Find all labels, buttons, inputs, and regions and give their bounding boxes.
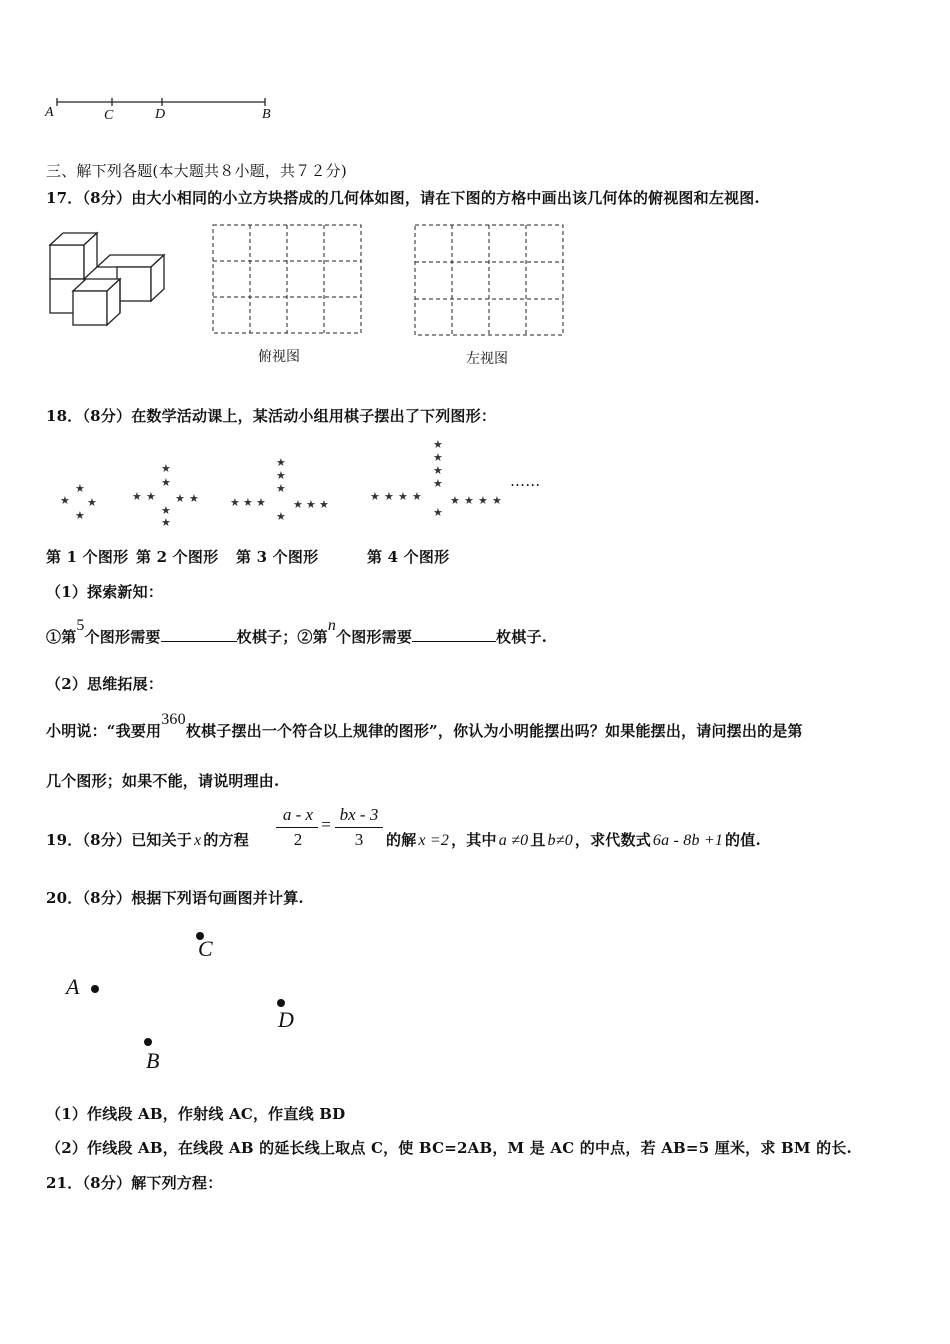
q20-part2: （2）作线段 AB，在线段 AB 的延长线上取点 C，使 BC=2AB，M 是 AC 的中点，若 AB=5 厘米，求 BM 的长. (46, 1139, 852, 1157)
star-icon: ★ (175, 492, 185, 505)
star-icon: ★ (189, 492, 199, 505)
star-icon: ★ (370, 490, 380, 503)
star-icon: ★ (478, 494, 488, 507)
q18-part2-title: （2）思维拓展： (46, 675, 164, 693)
num-5: 5 (76, 617, 85, 634)
q19-line-rest: 的解 x =2 ，其中 a ≠0 且 b≠0 ，求代数式 6a - 8b +1 的值. (386, 831, 761, 849)
star-icon: ★ (161, 476, 171, 489)
section-title: 三、解下列各题(本大题共８小题，共７２分) (46, 162, 347, 180)
q21-text: 21．（8分）解下列方程： (46, 1174, 223, 1192)
segment-label-b: B (262, 107, 271, 122)
star-icon: ★ (276, 482, 286, 495)
star-icon: ★ (319, 498, 329, 511)
star-icon: ★ (87, 496, 97, 509)
star-icon: ★ (433, 438, 443, 451)
q20-part1: （1）作线段 AB，作射线 AC，作直线 BD (46, 1105, 346, 1123)
star-icon: ★ (230, 496, 240, 509)
star-icon: ★ (433, 477, 443, 490)
answer-blank-2[interactable] (412, 627, 496, 642)
star-icon: ★ (433, 506, 443, 519)
fraction-1-numerator: a - x (282, 805, 314, 824)
chess-patterns (50, 435, 530, 529)
q18-part1-line: ①第5个图形需要 枚棋子；②第n个图形需要 枚棋子. (46, 617, 548, 646)
top-view-caption: 俯视图 (258, 349, 300, 365)
point-label-a: A (66, 974, 80, 999)
star-icon: ★ (450, 494, 460, 507)
q18-text: 18．（8分）在数学活动课上，某活动小组用棋子摆出了下列图形： (46, 407, 497, 425)
segment-label-a: A (45, 105, 54, 120)
q18-part1-title: （1）探索新知： (46, 583, 164, 601)
star-icon: ★ (412, 490, 422, 503)
top-view-grid[interactable] (210, 222, 364, 336)
fig-caption-1: 第 1 个图形 (46, 548, 129, 566)
fig-caption-4: 第 4 个图形 (367, 548, 450, 566)
star-icon: ★ (161, 504, 171, 517)
answer-blank-1[interactable] (161, 627, 237, 642)
star-icon: ★ (161, 516, 171, 529)
star-icon: ★ (146, 490, 156, 503)
point-label-c: C (198, 936, 213, 961)
fig-caption-3: 第 3 个图形 (236, 548, 319, 566)
var-n: n (327, 617, 337, 634)
fraction-2-numerator: bx - 3 (339, 805, 379, 824)
star-icon: ★ (243, 496, 253, 509)
q19-line: 19．（8分）已知关于 x 的方程 (46, 831, 249, 849)
star-icon: ★ (398, 490, 408, 503)
star-icon: ★ (464, 494, 474, 507)
q17-text: 17．（8分）由大小相同的小立方块搭成的几何体如图，请在下图的方格中画出该几何体的俯视图和左视图. (46, 189, 760, 207)
num-360: 360 (161, 711, 186, 728)
q18-part2-line1: 小明说：“我要用360枚棋子摆出一个符合以上规律的图形”，你认为小明能摆出吗？如果能摆出，请问摆出的是第 (46, 711, 803, 740)
star-icon: ★ (492, 494, 502, 507)
point-label-d: D (278, 1007, 294, 1032)
pattern-ellipsis: …… (510, 472, 541, 490)
left-view-caption: 左视图 (466, 351, 508, 367)
left-view-grid[interactable] (412, 222, 566, 338)
fraction-2-bar (335, 827, 383, 828)
star-icon: ★ (433, 451, 443, 464)
star-icon: ★ (433, 464, 443, 477)
q20-text: 20．（8分）根据下列语句画图并计算. (46, 889, 304, 907)
star-icon: ★ (384, 490, 394, 503)
star-icon: ★ (276, 456, 286, 469)
star-icon: ★ (256, 496, 266, 509)
q18-part2-line2: 几个图形；如果不能，请说明理由. (46, 772, 280, 790)
segment-label-d: D (155, 107, 166, 122)
fraction-1-denominator: 2 (293, 830, 303, 849)
fraction-2-denominator: 3 (354, 830, 364, 849)
points-figure (60, 920, 320, 1080)
star-icon: ★ (161, 462, 171, 475)
star-icon: ★ (75, 509, 85, 522)
star-icon: ★ (306, 498, 316, 511)
point-label-b: B (146, 1048, 160, 1073)
star-icon: ★ (293, 498, 303, 511)
star-icon: ★ (276, 469, 286, 482)
cube-solid-figure (44, 228, 174, 328)
star-icon: ★ (75, 482, 85, 495)
equals-sign: = (321, 815, 331, 834)
star-icon: ★ (132, 490, 142, 503)
star-icon: ★ (60, 494, 70, 507)
star-icon: ★ (276, 510, 286, 523)
fig-caption-2: 第 2 个图形 (136, 548, 219, 566)
fraction-1-bar (276, 827, 318, 828)
segment-label-c: C (104, 108, 114, 123)
